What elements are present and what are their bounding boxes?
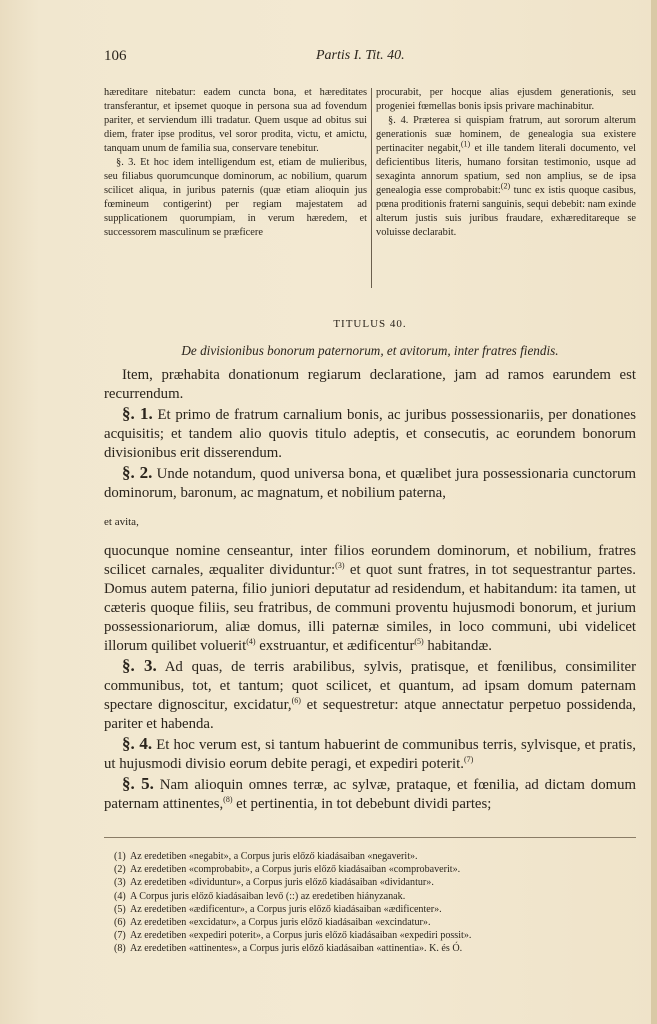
text-run: et ille tandem literali documento, vel deficientibus literis, humano forsitan testimonio, usque ad sexaginta annorum spatium, sed non amplius, se de ipsa genealogia esse comprobabit: (376, 143, 636, 196)
section-subtitle: De divisionibus bonorum paternorum, et avitorum, inter fratres fiendis. (181, 343, 559, 358)
footnote-text: Az eredetiben «attinentes», a Corpus juris előző kiadásaiban «attinentia». K. és Ó. (130, 943, 463, 955)
text-run: tunc ex istis quoque casibus, pœna proditionis fraterni sanguinis, sequi debebit: nam exinde alterum justis suis juribus fraudare, exhæreditareque se voluisse declarabit. (376, 185, 636, 238)
footnote (114, 916, 634, 929)
inline-fragment: et avita, (104, 516, 139, 528)
text-run: et pertinentia, in tot debebunt dividi partes; (232, 796, 492, 812)
two-column-text (104, 86, 636, 292)
column-divider (371, 88, 372, 288)
footnote-text: Az eredetiben «negabit», a Corpus juris előző kiadásaiban «negaverit». (130, 851, 418, 862)
footnote-number: (3) (114, 877, 126, 889)
footnote (114, 863, 634, 876)
section-1 (104, 404, 636, 463)
text-run: habitandæ. (423, 638, 492, 654)
section-2-continued (104, 542, 636, 656)
text-run: Unde notandum, quod universa bona, et quælibet jura possessionaria cunctorum dominorum, baronum, ac magnatum, et nobilium paterna, (104, 466, 637, 501)
footnote-text: Az eredetiben «excidatur», a Corpus juris előző kiadásaiban «excindatur». (130, 917, 431, 929)
footnote (114, 942, 634, 955)
footnote (114, 850, 634, 863)
page-number: 106 (104, 48, 127, 64)
right-column (376, 86, 636, 240)
text-run: exstruantur, et ædificentur (255, 638, 415, 654)
text-run: Et primo de fratrum carnalium bonis, ac juribus possessionariis, per donationes acquisitis; et tandem alio quovis titulo adeptis, et consecutis, ac eorundem bonorum divisionibus erit disserendum. (104, 407, 637, 461)
page-header (104, 48, 634, 70)
running-title: Partis I. Tit. 40. (316, 48, 405, 63)
text-run: quocunque nomine censeantur, inter filios eorundem dominorum, et nobilium, fratres scilicet carnales, æqualiter dividuntur: (104, 543, 636, 578)
main-text (104, 366, 636, 814)
footnote-rule (104, 837, 636, 838)
section-label: §. 3. (122, 656, 157, 675)
footnote-ref[interactable]: (2) (500, 181, 511, 191)
footnote-number: (8) (114, 943, 126, 955)
footnote-ref[interactable]: (7) (463, 755, 474, 765)
text-run: Ad quas, de terris arabilibus, sylvis, pratisque, et fœnilibus, consimiliter communibus, tot, et tantum; quot scilicet, et quantum, ad ipsam domum paternam spectare dignoscitur, excidatur, (104, 659, 636, 713)
footnote-number: (2) (114, 864, 126, 876)
section-3 (104, 656, 636, 734)
footnote-ref[interactable]: (3) (335, 561, 345, 571)
section-2 (104, 463, 636, 503)
text-run: §. 4. Præterea si quispiam fratrum, aut sororum alterum generationis suæ hominem, de genealogia sua existere pertinaciter negabit, (376, 115, 636, 154)
left-paragraph-1: hæreditare nitebatur: eadem cuncta bona, et hæreditates transferantur, et ipsemet quoque in persona sua ad fovendum pariter, et serviendum illi tradatur. Quem usque ad obitus sui diem, frater ipse proditus, vel soror prodita, victu, et amictu, tanquam unum de familia sua, conservare tenebitur. (104, 87, 367, 154)
footnote (114, 903, 634, 916)
text-run: et quot sunt fratres, in tot sequestrantur partes. Domus autem paterna, filio juniori deputatur ad residendum, et habitandum: ita tamen, ut cæteris quoque filiis, seu fratribus, de communi proventu hujusmodi bonorum, et jurium possessionariorum, aliæ domus, illi paternæ similes, in loco communi, ubi videlicet illorum quilibet voluerit (104, 562, 637, 654)
footnote-ref[interactable]: (8) (223, 795, 233, 805)
section-label: §. 5. (122, 774, 154, 793)
footnote-text: A Corpus juris előző kiadásaiban levő (::) az eredetiben hiányzanak. (130, 890, 406, 902)
section-4 (104, 734, 636, 774)
left-paragraph-2: §. 3. Et hoc idem intelligendum est, etiam de mulieribus, seu filiabus quorumcunque dominorum, ac nobilium, quarum scilicet aliqua, in juribus paternis (quæ etiam alioquin jus fœmineum contigerint) per regiam majestatem ad supplicationem quorumpiam, in verum hæredem, et successorem masculinum se præficere (104, 157, 367, 238)
text-run: et sequestretur: atque annectatur perpetuo possidenda, pariter et habenda. (104, 697, 636, 732)
footnote (114, 876, 634, 889)
section-label: §. 4. (122, 734, 153, 753)
footnote (114, 890, 634, 903)
text-run: Nam alioquin omnes terræ, ac sylvæ, prataque, et fœnilia, ad dictam domum paternam attinentes, (104, 777, 637, 812)
footnote-number: (1) (114, 851, 126, 862)
section-label: §. 1. (122, 404, 153, 423)
page-edge (651, 0, 657, 1024)
footnote-ref[interactable]: (4) (246, 637, 256, 647)
footnote-text: Az eredetiben «dividuntur», a Corpus juris előző kiadásaiban «dividantur». (130, 877, 434, 889)
right-paragraph-1: procurabit, per hocque alias ejusdem generationis, seu progeniei fœmellas bonis ipsis privare machinabitur. (376, 87, 636, 112)
section-5 (104, 774, 636, 814)
section-heading: TITULUS 40. (333, 318, 407, 330)
text-run: Et hoc verum est, si tantum habuerint de communibus terris, sylvisque, et pratis, ut hujusmodi divisio eorum debite peragi, et expediri poterit. (104, 737, 637, 772)
section-label: §. 2. (122, 463, 153, 482)
footnote-number: (6) (114, 917, 126, 929)
footnote-text: Az eredetiben «expediri poterit», a Corpus juris előző kiadásaiban «expediri possit». (130, 930, 472, 942)
right-paragraph-2 (376, 114, 636, 240)
footnotes (114, 850, 634, 956)
footnote (114, 929, 634, 942)
footnote-text: Az eredetiben «ædificentur», a Corpus juris előző kiadásaiban «ædificenter». (130, 903, 442, 915)
left-column (104, 86, 367, 240)
footnote-number: (5) (114, 903, 126, 915)
footnote-number: (4) (114, 890, 126, 902)
footnote-ref[interactable]: (1) (460, 139, 471, 149)
footnote-ref[interactable]: (6) (291, 696, 301, 706)
footnote-number: (7) (114, 930, 126, 942)
footnote-text: Az eredetiben «comprobabit», a Corpus juris előző kiadásaiban «comprobaverit». (130, 864, 461, 876)
footnote-ref[interactable]: (5) (414, 637, 424, 647)
intro-paragraph: Item, præhabita donationum regiarum declaratione, jam ad ramos earundem est recurrendum. (104, 367, 636, 402)
